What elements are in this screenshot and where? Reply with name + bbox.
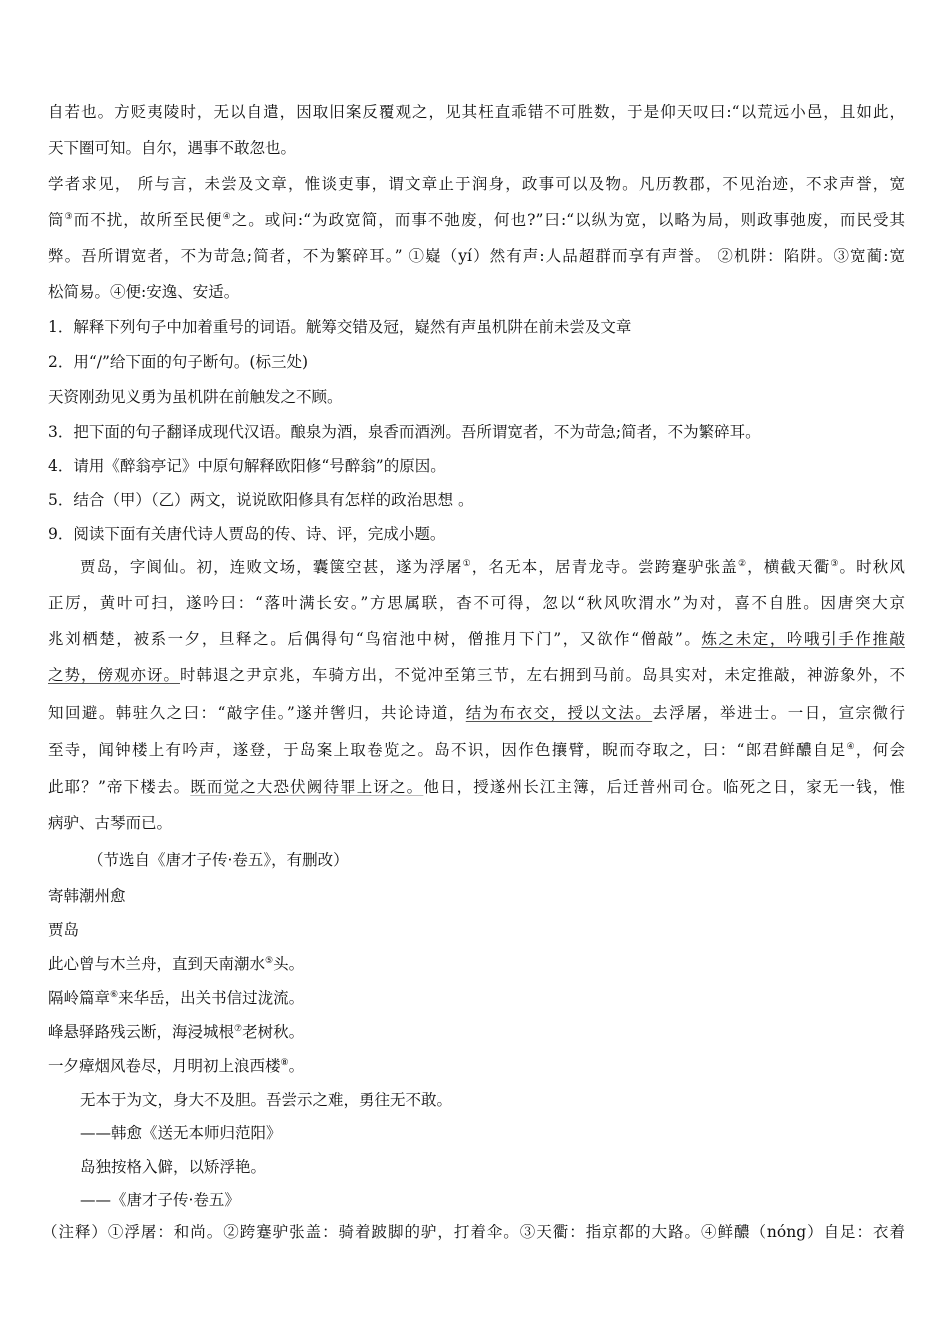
text: 天下圈可知。自尔，遇事不敢忽也。 [48, 139, 297, 157]
footnote-mark: ⑥ [110, 990, 119, 1000]
question-2 [48, 351, 308, 373]
text: （节选自《唐才子传·卷五》，有删改） [88, 851, 349, 869]
text-line [48, 209, 905, 231]
poem-line [48, 1055, 304, 1077]
text: 兆刘栖楚，被系一夕，旦释之。后偶得句“鸟宿池中树，僧推月下门”，又欲作“僧敲”。 [48, 630, 702, 648]
text: 头。 [273, 955, 305, 973]
question-4 [48, 455, 446, 477]
text: 一夕瘴烟风卷尽，月明初上浪西楼 [48, 1057, 281, 1075]
text: 贾岛 [48, 921, 80, 939]
text: 。 [288, 1057, 305, 1075]
question-3 [48, 421, 761, 443]
text: 岛独按格入僻，以矫浮艳。 [80, 1158, 267, 1176]
underlined-text: 既而觉之大恐伏阙待罪上讶之。 [190, 778, 424, 796]
comment-source [80, 1189, 240, 1211]
poem-line [48, 987, 304, 1009]
footnote-mark: ⑦ [234, 1024, 243, 1034]
text: ，名无本，居青龙寺。尝跨蹇驴张盖 [471, 558, 738, 576]
text: 5．结合（甲）（乙）两文，说说欧阳修具有怎样的政治思想 。 [48, 491, 474, 509]
text: 隔岭篇章 [48, 989, 111, 1007]
text: 而不扰，故所至民便 [73, 211, 223, 229]
text: 病驴、古琴而已。 [48, 814, 173, 832]
comment-source [80, 1122, 282, 1144]
text-line [48, 664, 905, 686]
text: 知回避。韩驻久之曰：“敲字佳。”遂并辔归，共论诗道， [48, 704, 466, 722]
underlined-text: 结为布衣交，授以文法。 [465, 704, 653, 722]
text: 学者求见， 所与言，未尝及文章，惟谈吏事，谓文章止于润身，政事可以及物。凡历教郡，不见治迹，不求声誉，宽 [48, 175, 905, 193]
text: ——《唐才子传·卷五》 [80, 1191, 240, 1209]
annotation-line [42, 1221, 905, 1243]
underlined-text: 之势，傍观亦讶。 [48, 666, 180, 684]
text-line [48, 173, 905, 195]
text: 无本于为文，身大不及胆。吾尝示之难，勇往无不敢。 [80, 1091, 453, 1109]
question-5 [48, 489, 474, 511]
poem-line [48, 1021, 304, 1043]
text: 峰悬驿路残云断，海浸城根 [48, 1023, 235, 1041]
text: 筒 [48, 211, 65, 229]
text-line [48, 281, 239, 303]
text: 至寺，闻钟楼上有吟声，遂登，于岛案上取卷览之。岛不识，因作色攘臂，睨而夺取之，曰：“郎君鲜醲自足 [48, 741, 847, 759]
text: 寄韩潮州愈 [48, 887, 126, 905]
text: 自若也。方贬夷陵时，无以自遣，因取旧案反覆观之，见其枉直乖错不可胜数，于是仰天叹曰:“以荒远小邑，且如此， [48, 103, 905, 121]
text: ，横截天衢 [747, 558, 831, 576]
footnote-mark: ① [462, 559, 472, 569]
comment-line [80, 1089, 452, 1111]
text: （注释）①浮屠：和尚。②跨蹇驴张盖：骑着跛脚的驴，打着伞。③天衢：指京都的大路。④鲜醲（nóng）自足：衣着 [42, 1223, 905, 1241]
text: 来华岳，出关书信过泷流。 [118, 989, 305, 1007]
text-line [48, 556, 905, 578]
text: 4．请用《醉翁亭记》中原句解释欧阳修“号醉翁”的原因。 [48, 457, 446, 475]
footnote-mark: ④ [846, 742, 856, 752]
text: 3．把下面的句子翻译成现代汉语。酿泉为酒，泉香而酒洌。吾所谓宽者，不为苛急;简者，不为繁碎耳。 [48, 423, 761, 441]
text: 老树秋。 [242, 1023, 305, 1041]
question-9 [48, 523, 445, 545]
underlined-text: 炼之未定，吟哦引手作推敲 [701, 630, 905, 648]
text-line [48, 739, 905, 761]
text: 他日，授遂州长江主簿，后迁普州司仓。临死之日，家无一钱，惟 [423, 778, 905, 796]
text: 此耶？”帝下楼去。 [48, 778, 191, 796]
text: 时韩退之尹京兆，车骑方出，不觉冲至第三节，左右拥到马前。岛具实对，未定推敲，神游象外，不 [180, 666, 905, 684]
text-line [48, 812, 172, 834]
text: 去浮屠，举进士。一日，宣宗微行 [652, 704, 905, 722]
text: 。时秋风 [839, 558, 905, 576]
text-line [48, 137, 296, 159]
text-line [48, 776, 905, 798]
footnote-mark: ② [737, 559, 748, 569]
text: 9．阅读下面有关唐代诗人贾岛的传、诗、评，完成小题。 [48, 525, 446, 543]
footnote-mark: ⑧ [280, 1058, 289, 1068]
footnote-mark: ③ [830, 559, 840, 569]
text: 弊。吾所谓宽者，不为苛急;简者，不为繁碎耳。” ①嶷（yí）然有声:人品超群而享有声誉。 ②机阱：陷阱。③宽蔺:宽 [48, 247, 905, 265]
comment-line [80, 1156, 266, 1178]
text: 正厉，黄叶可扫，遂吟曰：“落叶满长安。”方思属联，杳不可得，忽以“秋风吹渭水”为对，喜不自胜。因唐突大京 [48, 594, 905, 612]
text-line [48, 101, 905, 123]
poem-author [48, 919, 79, 941]
text: 松简易。④便:安逸、安适。 [48, 283, 240, 301]
poem-line [48, 953, 304, 975]
footnote-mark: ③ [64, 212, 74, 222]
text-line [48, 702, 905, 724]
text: 2．用“/”给下面的句子断句。(标三处) [48, 353, 309, 371]
text-line [48, 386, 343, 408]
poem-title [48, 885, 126, 907]
text: 贾岛，字阆仙。初，连败文场，囊箧空甚，遂为浮屠 [80, 558, 463, 576]
text: 1．解释下列句子中加着重号的词语。觥筹交错及冠，嶷然有声虽机阱在前未尝及文章 [48, 318, 632, 336]
source-note [88, 849, 349, 871]
text-line [48, 592, 905, 614]
text-line [48, 628, 905, 650]
text: 之。或问:“为政宽简，而事不弛废，何也?”曰:“以纵为宽，以略为局，则政事弛废，而民受其 [231, 211, 905, 229]
text: ，何会 [855, 741, 905, 759]
text: 此心曾与木兰舟，直到天南潮水 [48, 955, 266, 973]
footnote-mark: ⑤ [265, 956, 274, 966]
text: 天资刚劲见义勇为虽机阱在前触发之不顾。 [48, 388, 343, 406]
footnote-mark: ④ [222, 212, 232, 222]
question-1 [48, 316, 631, 338]
text: ——韩愈《送无本师归范阳》 [80, 1124, 282, 1142]
text-line [48, 245, 905, 267]
